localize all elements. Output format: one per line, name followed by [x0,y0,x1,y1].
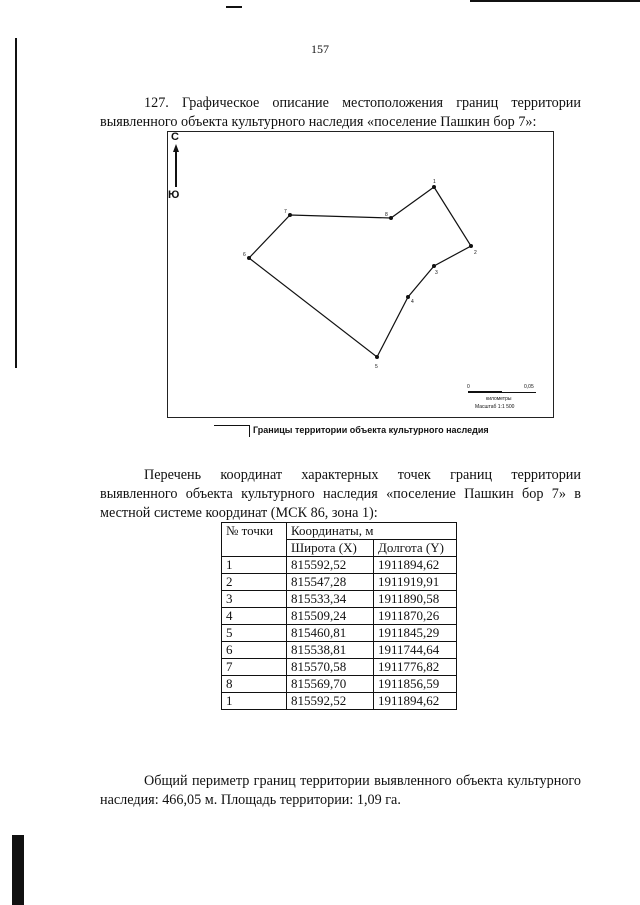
cell-lat: 815592,52 [287,693,374,710]
cell-lat: 815509,24 [287,608,374,625]
cell-lat: 815538,81 [287,642,374,659]
vertex-point-3 [432,264,436,268]
vertex-point-7 [288,213,292,217]
table-header-row [222,523,457,540]
scale-zero: 0 [467,384,470,390]
cell-point: 1 [222,693,287,710]
legend-text: Границы территории объекта культурного наследия [253,425,489,435]
vertex-point-4 [406,295,410,299]
vertex-label-3: 3 [435,270,438,276]
header-point: № точки [222,523,287,557]
cell-lat: 815460,81 [287,625,374,642]
vertex-label-2: 2 [474,250,477,256]
scale-max: 0,05 [524,384,534,390]
coordinates-table [221,522,457,710]
cell-lon: 1911870,26 [374,608,457,625]
table-row [222,659,457,676]
cell-lat: 815533,34 [287,591,374,608]
vertex-label-6: 6 [243,252,246,258]
table-row [222,625,457,642]
table-row [222,591,457,608]
cell-point: 2 [222,574,287,591]
south-label: Ю [168,189,180,201]
table-row [222,557,457,574]
scan-artifact-left [15,38,17,368]
scale-ratio: Масштаб 1:1 500 [475,404,515,410]
cell-lon: 1911845,29 [374,625,457,642]
cell-lon: 1911919,91 [374,574,457,591]
vertex-label-1: 1 [433,179,436,185]
cell-lon: 1911894,62 [374,693,457,710]
cell-lon: 1911894,62 [374,557,457,574]
cell-point: 6 [222,642,287,659]
north-label: С [171,131,179,143]
table-row [222,608,457,625]
table-row [222,676,457,693]
table-row [222,642,457,659]
cell-lon: 1911890,58 [374,591,457,608]
boundary-map-drawing [168,132,553,417]
cell-point: 1 [222,557,287,574]
page-number: 157 [311,42,329,56]
cell-lon: 1911744,64 [374,642,457,659]
cell-point: 7 [222,659,287,676]
scan-artifact-top [226,6,242,8]
legend-tick [249,425,250,437]
cell-lat: 815547,28 [287,574,374,591]
coordinates-intro: Перечень координат характерных точек границ территории выявленного объекта культурного наследия «поселение Пашкин бор 7» в местной системе координат (МСК 86, зона 1): [100,467,581,522]
vertex-point-1 [432,185,436,189]
header-lat: Широта (X) [287,540,374,557]
boundary-map [167,131,554,418]
scan-artifact-bottom-left [12,835,24,905]
vertex-point-5 [375,355,379,359]
vertex-label-4: 4 [411,299,414,305]
cell-point: 3 [222,591,287,608]
scan-artifact-top-right [470,0,640,2]
header-coords: Координаты, м [287,523,457,540]
cell-lon: 1911776,82 [374,659,457,676]
cell-point: 8 [222,676,287,693]
cell-lat: 815592,52 [287,557,374,574]
cell-point: 5 [222,625,287,642]
table-row [222,574,457,591]
cell-lon: 1911856,59 [374,676,457,693]
vertex-point-2 [469,244,473,248]
header-lon: Долгота (Y) [374,540,457,557]
vertex-label-7: 7 [284,209,287,215]
vertex-point-6 [247,256,251,260]
legend-line [214,425,250,426]
cell-lat: 815569,70 [287,676,374,693]
scale-bar [468,391,536,393]
vertex-label-5: 5 [375,364,378,370]
vertex-point-8 [389,216,393,220]
summary-text: Общий периметр границ территории выявленного объекта культурного наследия: 466,05 м. Площадь территории: 1,09 га. [100,773,581,809]
north-arrow-icon [173,144,179,187]
vertex-label-8: 8 [385,212,388,218]
section-heading: 127. Графическое описание местоположения границ территории выявленного объекта культурного наследия «поселение Пашкин бор 7»: [100,95,581,131]
table-row [222,693,457,710]
cell-lat: 815570,58 [287,659,374,676]
cell-point: 4 [222,608,287,625]
scale-unit: километры [486,396,512,402]
